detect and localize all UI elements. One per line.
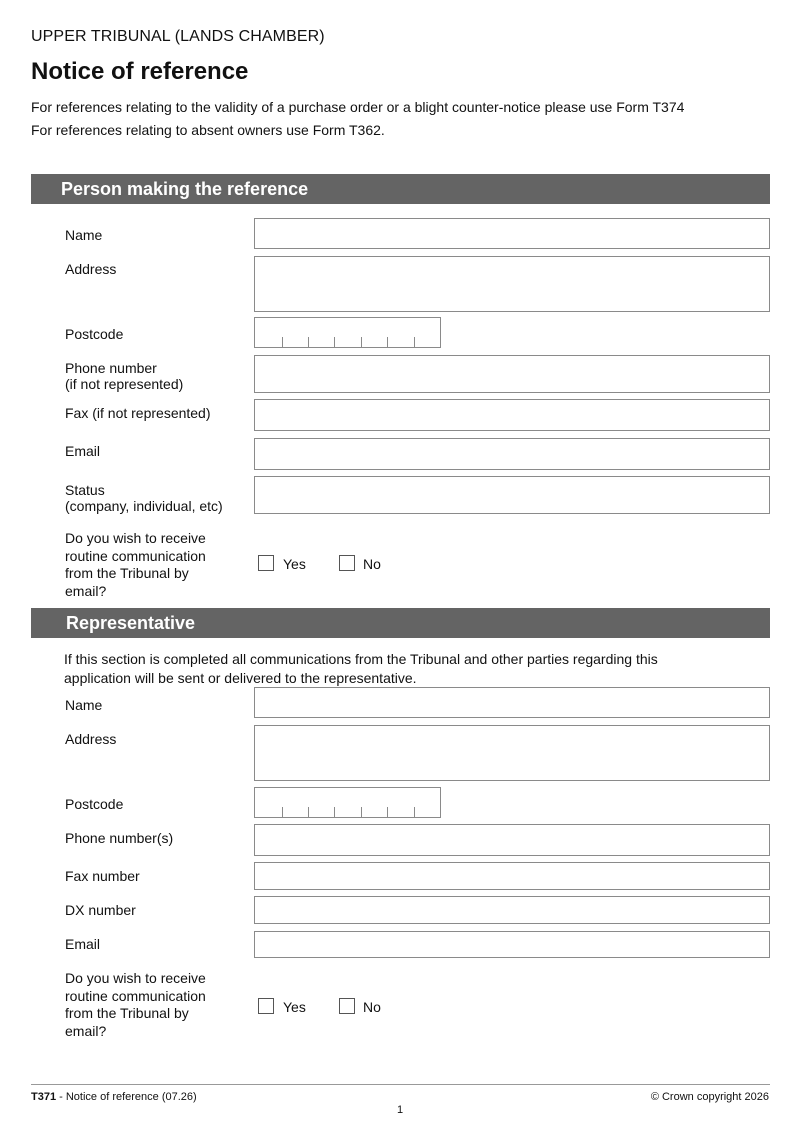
status-label-line-2: (company, individual, etc): [65, 498, 223, 514]
rep-fax-field[interactable]: [254, 862, 770, 890]
rep-email-comm-line-3: from the Tribunal by: [65, 1005, 189, 1021]
rep-yes-checkbox[interactable]: [258, 998, 274, 1014]
rep-email-comm-line-2: routine communication: [65, 987, 206, 1004]
rep-email-comm-line-1: Do you wish to receive: [65, 970, 206, 986]
email-comm-line-2: routine communication: [65, 547, 206, 564]
email-field[interactable]: [254, 438, 770, 470]
rep-email-comm-line-4: email?: [65, 1022, 107, 1039]
footer-divider: [31, 1084, 770, 1085]
rep-dx-field[interactable]: [254, 896, 770, 924]
rep-address-field[interactable]: [254, 725, 770, 781]
address-field[interactable]: [254, 256, 770, 312]
yes-label: Yes: [283, 556, 306, 572]
rep-postcode-field[interactable]: [254, 787, 441, 818]
rep-name-label: Name: [65, 697, 103, 713]
email-comm-line-4: email?: [65, 582, 107, 599]
phone-label-line-2: (if not represented): [65, 376, 184, 392]
rep-phone-field[interactable]: [254, 824, 770, 856]
status-field[interactable]: [254, 476, 770, 514]
postcode-label: Postcode: [65, 326, 124, 342]
intro-line-1: For references relating to the validity of a purchase order or a blight counter-notice please use Form T374: [31, 99, 685, 115]
rep-email-label: Email: [65, 936, 101, 952]
status-label: [65, 482, 223, 514]
no-checkbox[interactable]: [339, 555, 355, 571]
page-number: 1: [396, 1104, 404, 1116]
fax-label: Fax (if not represented): [65, 405, 211, 421]
form-code: T371: [31, 1091, 57, 1103]
footer-form-ref: [31, 1091, 197, 1103]
phone-field[interactable]: [254, 355, 770, 393]
email-comm-line-1: Do you wish to receive: [65, 530, 206, 546]
rep-dx-label: DX number: [65, 902, 136, 918]
intro-line-2: For references relating to absent owners use Form T362.: [31, 122, 385, 138]
name-field[interactable]: [254, 218, 770, 249]
section-heading-person: Person making the reference: [31, 174, 770, 204]
representative-note: [64, 650, 754, 688]
footer-copyright: © Crown copyright 2026: [650, 1091, 769, 1103]
representative-note-line-1: If this section is completed all communications from the Tribunal and other parties regarding this: [64, 651, 658, 667]
section-heading-representative: Representative: [31, 608, 770, 638]
no-label: No: [363, 556, 381, 572]
email-comm-line-3: from the Tribunal by: [65, 565, 189, 581]
rep-email-comm-question: [65, 970, 206, 1040]
tribunal-name: UPPER TRIBUNAL (LANDS CHAMBER): [31, 28, 325, 45]
rep-email-field[interactable]: [254, 931, 770, 958]
address-label: Address: [65, 261, 117, 277]
name-label: Name: [65, 227, 103, 243]
postcode-field[interactable]: [254, 317, 441, 348]
email-comm-question: [65, 530, 206, 600]
rep-address-label: Address: [65, 731, 117, 747]
yes-checkbox[interactable]: [258, 555, 274, 571]
rep-name-field[interactable]: [254, 687, 770, 718]
rep-no-label: No: [363, 999, 381, 1015]
rep-fax-label: Fax number: [65, 868, 140, 884]
form-description: - Notice of reference (07.26): [56, 1091, 197, 1103]
phone-label: [65, 360, 183, 392]
email-label: Email: [65, 443, 101, 459]
page-title: Notice of reference: [31, 58, 249, 85]
representative-note-line-2: application will be sent or delivered to the representative.: [64, 670, 417, 686]
rep-yes-label: Yes: [283, 999, 306, 1015]
rep-postcode-label: Postcode: [65, 796, 124, 812]
rep-phone-label: Phone number(s): [65, 830, 174, 846]
phone-label-line-1: Phone number: [65, 360, 157, 376]
status-label-line-1: Status: [65, 482, 105, 498]
rep-no-checkbox[interactable]: [339, 998, 355, 1014]
fax-field[interactable]: [254, 399, 770, 431]
